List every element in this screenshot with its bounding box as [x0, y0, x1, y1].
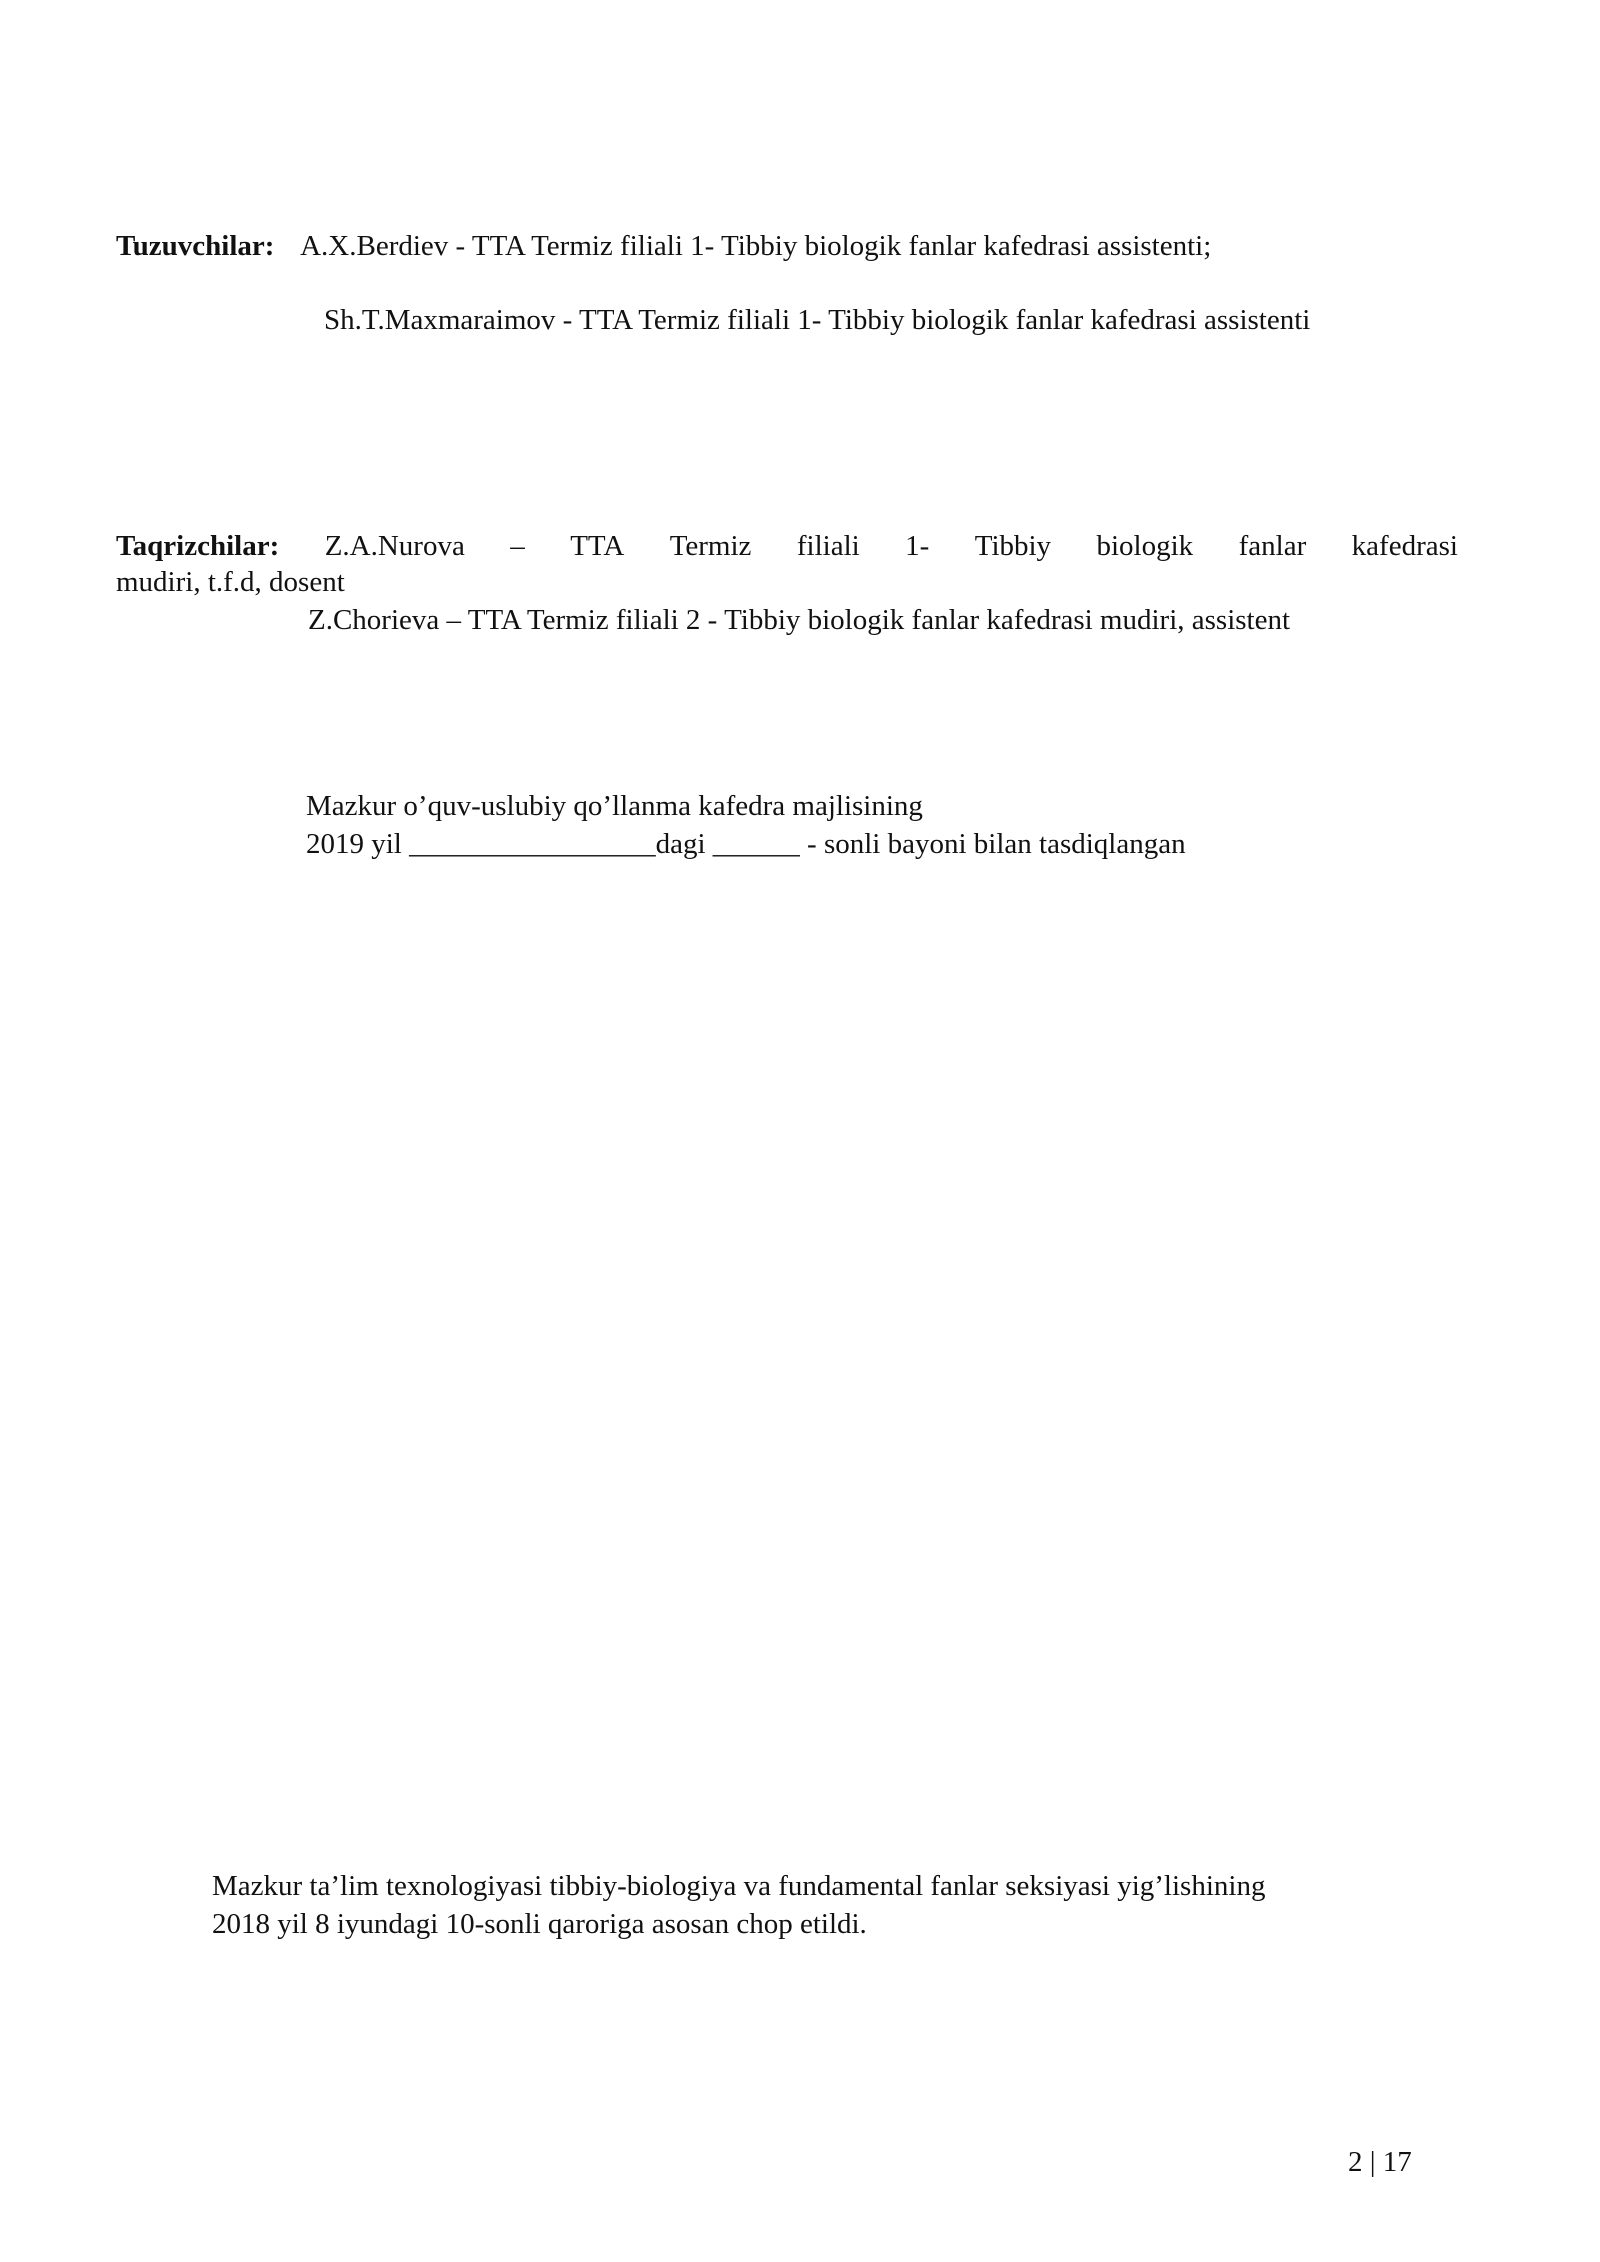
reviewers-label: Taqrizchilar:: [116, 530, 280, 562]
reviewer-1-word: 1-: [905, 530, 930, 562]
page-number: 2 | 17: [1348, 2146, 1412, 2178]
reviewers-line-1-continued: [116, 564, 345, 600]
publication-line-1: [212, 1868, 1265, 1904]
reviewer-1-word: kafedrasi: [1351, 530, 1458, 562]
reviewer-1-word: fanlar: [1238, 530, 1307, 562]
publication-text-1: Mazkur ta’lim texnologiyasi tibbiy-biologiya va fundamental fanlar seksiyasi yig’lishining: [212, 1870, 1266, 1902]
reviewer-2: Z.Chorieva – TTA Termiz filiali 2 - Tibbiy biologik fanlar kafedrasi mudiri, assistent: [308, 604, 1291, 636]
reviewer-1-word: Termiz: [669, 530, 752, 562]
reviewer-1-title: mudiri, t.f.d, dosent: [116, 566, 345, 598]
reviewer-1-word: –: [510, 530, 525, 562]
authors-line-1: [116, 228, 1211, 264]
author-1: A.X.Berdiev - TTA Termiz filiali 1- Tibbiy biologik fanlar kafedrasi assistenti;: [300, 230, 1212, 262]
authors-label: Tuzuvchilar:: [116, 230, 275, 262]
approval-text-2: 2019 yil _________________dagi ______ - sonli bayoni bilan tasdiqlangan: [306, 828, 1186, 860]
authors-line-2: [324, 302, 1310, 338]
reviewer-1-word: biologik: [1096, 530, 1194, 562]
author-2: Sh.T.Maxmaraimov - TTA Termiz filiali 1- Tibbiy biologik fanlar kafedrasi assistenti: [324, 304, 1311, 336]
publication-line-2: [212, 1906, 867, 1942]
reviewers-line-2: [308, 602, 1290, 638]
approval-text-1: Mazkur o’quv-uslubiy qo’llanma kafedra majlisining: [306, 790, 923, 822]
reviewer-1-word: filiali: [796, 530, 860, 562]
publication-text-2: 2018 yil 8 iyundagi 10-sonli qaroriga asosan chop etildi.: [212, 1908, 867, 1940]
approval-line-2: [306, 826, 1186, 862]
reviewer-1-word: Tibbiy: [974, 530, 1052, 562]
reviewers-line-1: [116, 528, 1458, 564]
reviewer-1-word: TTA: [570, 530, 625, 562]
reviewer-1-word: Z.A.Nurova: [324, 530, 465, 562]
approval-line-1: [306, 788, 923, 824]
